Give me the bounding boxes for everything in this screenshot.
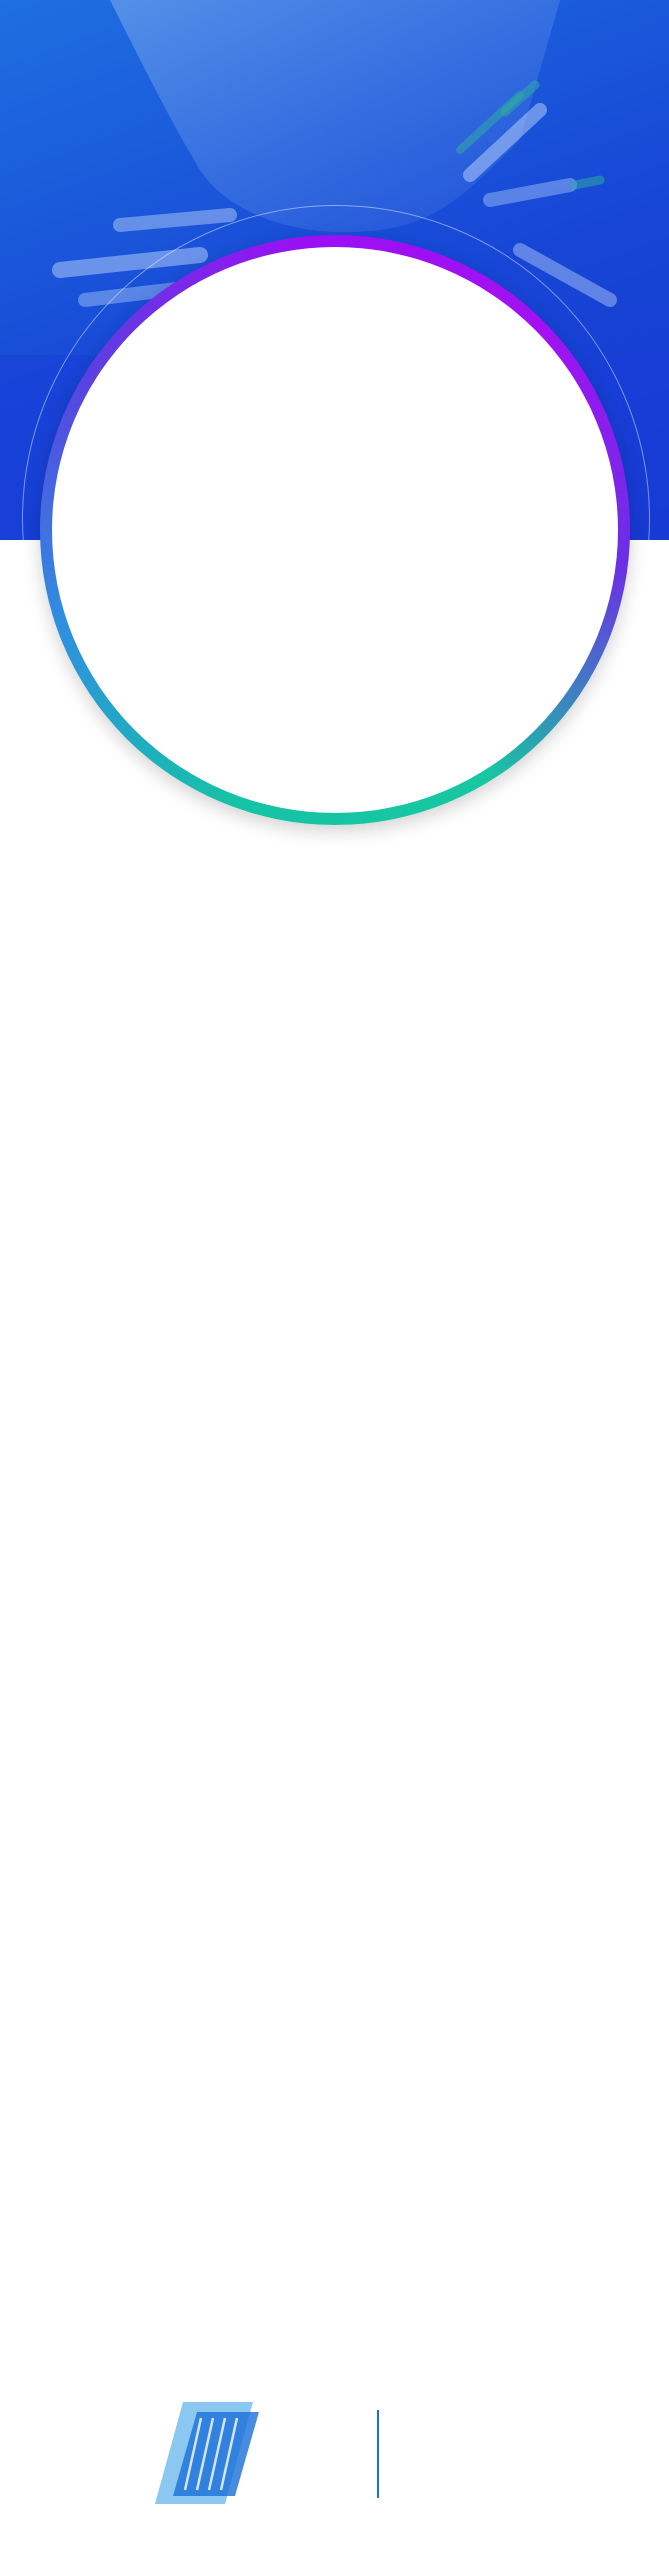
pas-serpro-logo — [155, 2398, 515, 2508]
logo-divider — [377, 2410, 379, 2498]
article-body — [44, 880, 625, 914]
title-circle-inner — [52, 247, 618, 813]
title-circle — [40, 235, 630, 825]
pas-logo-mark-icon — [155, 2398, 265, 2508]
dot-divider — [0, 1976, 669, 2036]
